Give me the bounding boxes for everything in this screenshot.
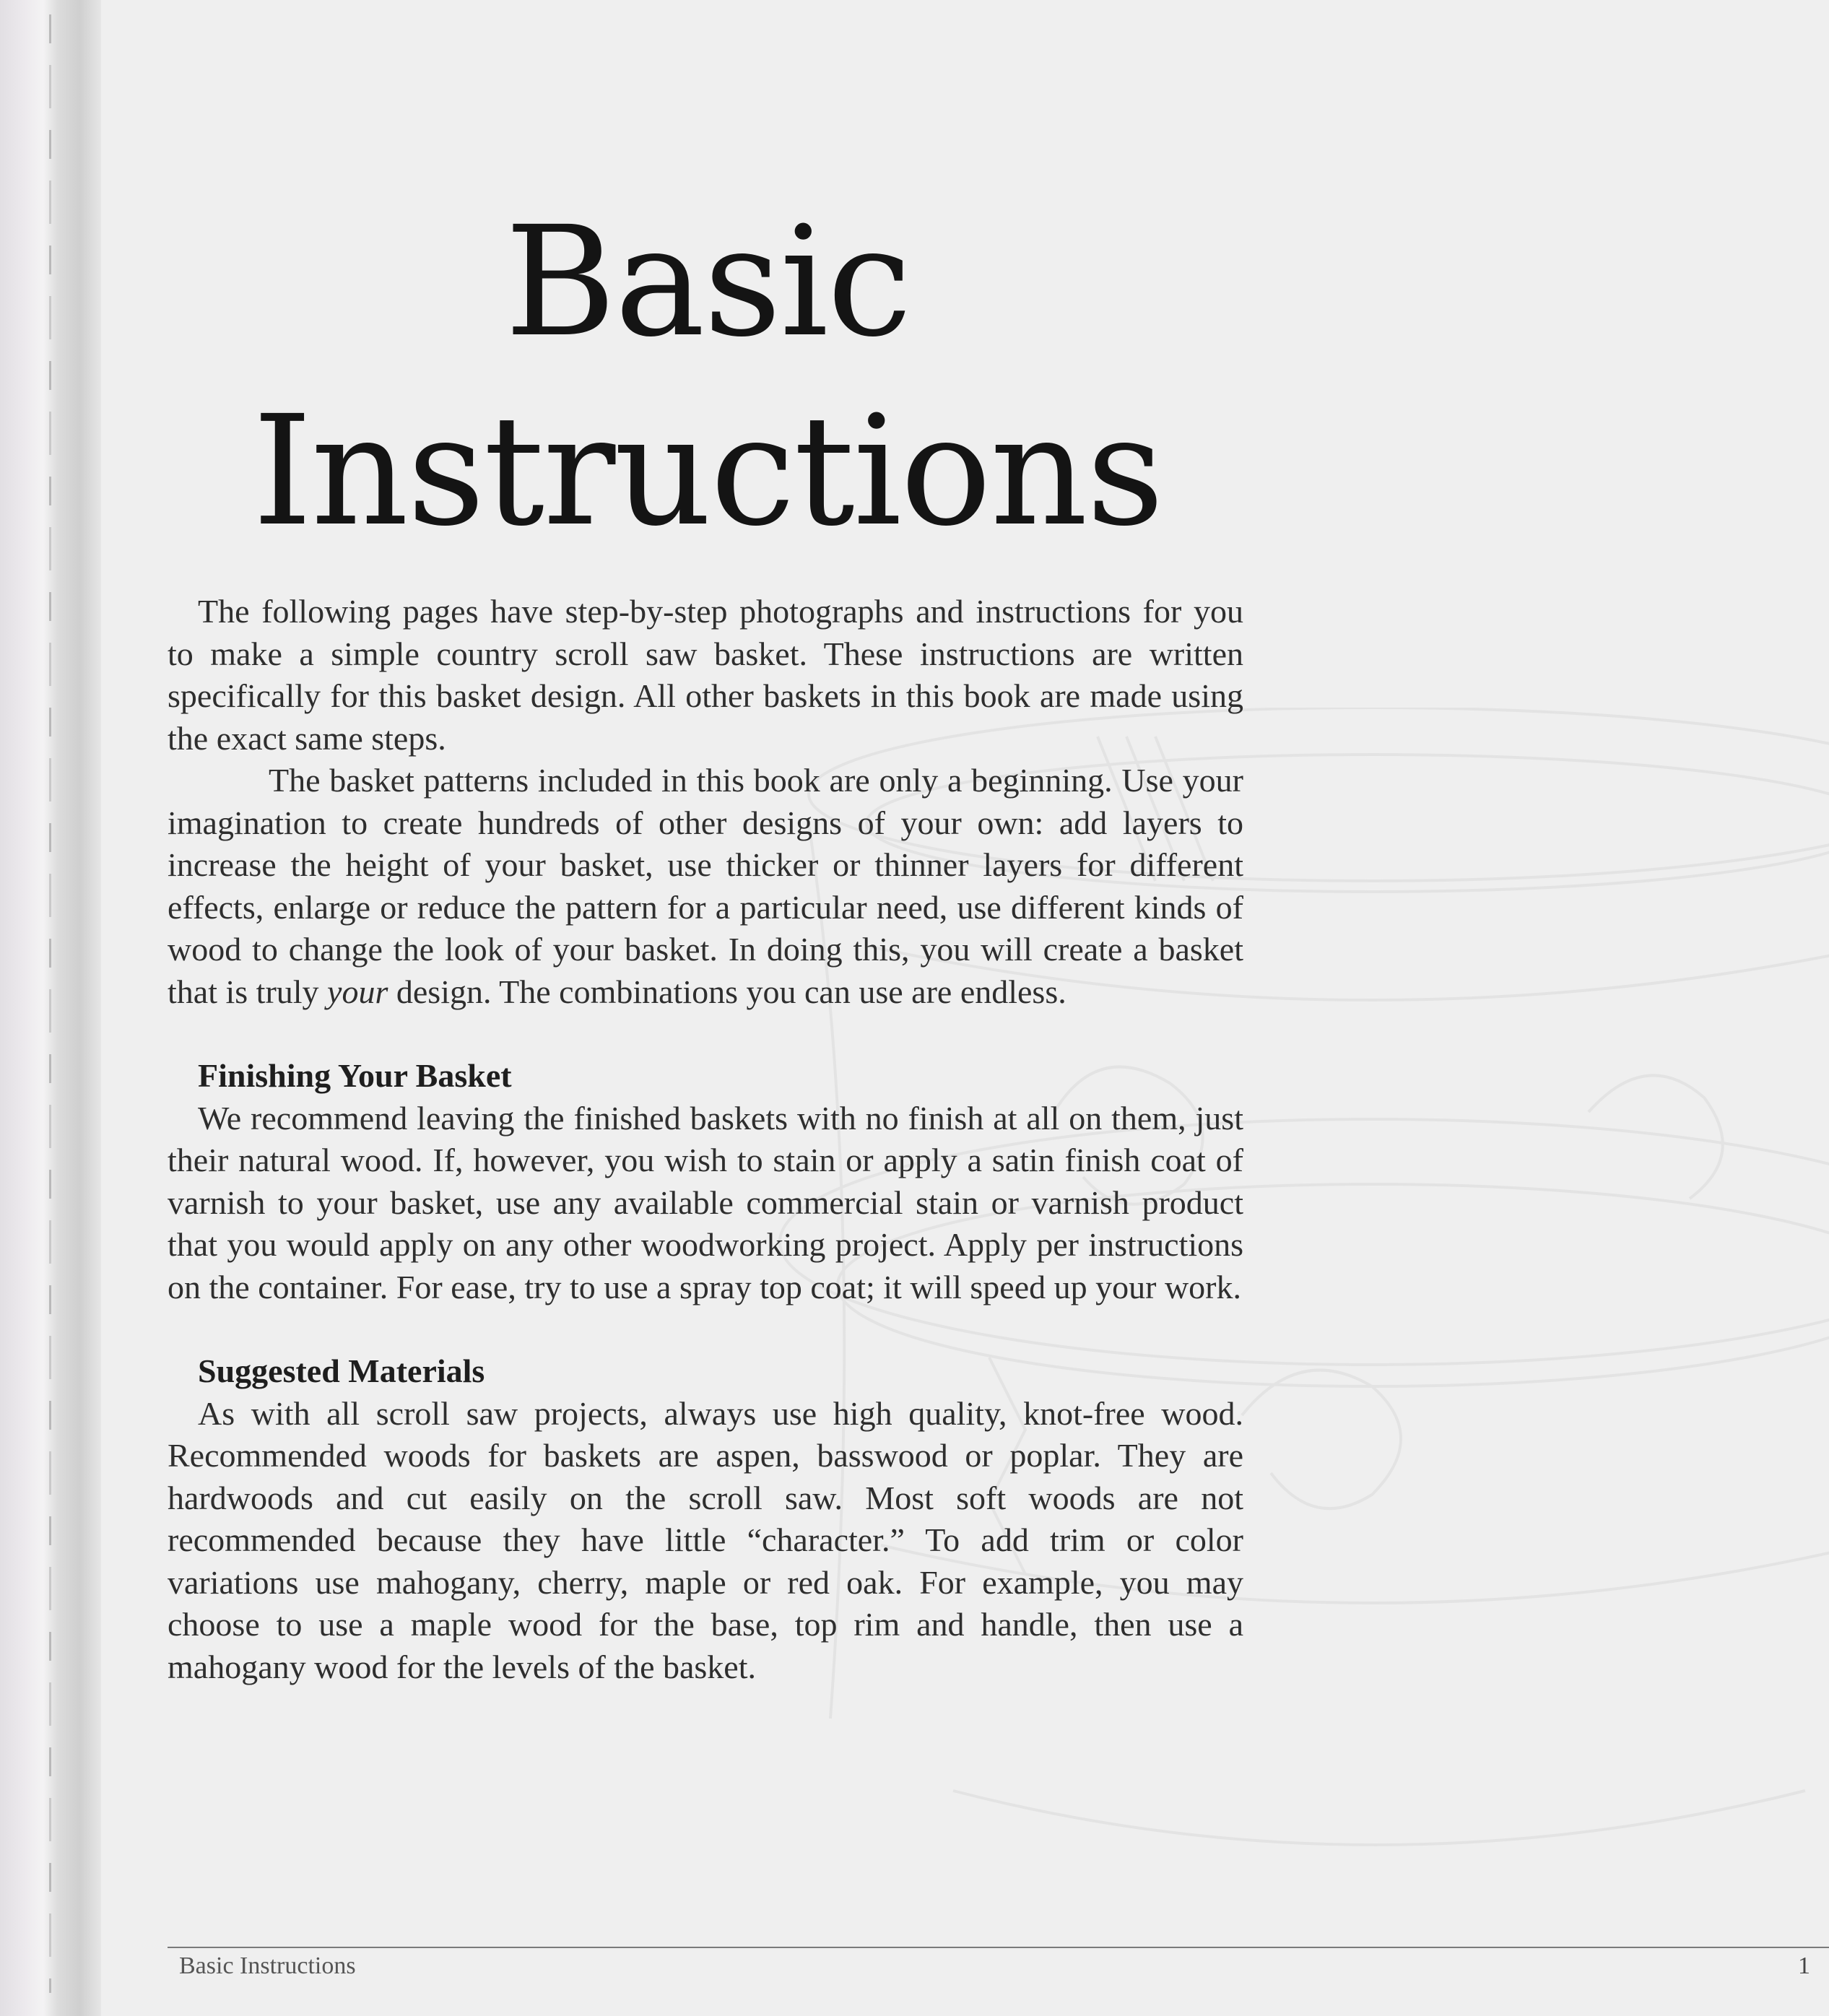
finishing-heading: Finishing Your Basket (198, 1057, 512, 1094)
section-spacer (168, 1308, 1243, 1350)
title-line-1: Basic (504, 194, 911, 370)
page-number: 1 (1798, 1952, 1810, 1979)
materials-paragraph: As with all scroll saw projects, always use high quality, knot-free wood. Recommended woods for baskets are aspen, basswood or poplar. They are hardwoods and cut easily on the scroll saw. Most soft woods are not recommended because they have little “character.” To add trim or color variations use mahogany, cherry, maple or red oak. For example, you may choose to use a maple wood for the base, top rim and handle, then use a mahogany wood for the levels of the basket. (168, 1394, 1243, 1685)
section-spacer (168, 1013, 1243, 1055)
page-title (0, 188, 1415, 566)
title-line-2: Instructions (252, 383, 1163, 560)
intro-paragraph-2-start: The basket patterns included in this book are only a beginning. Use your imagination to create hundreds of other designs of your own: add layers to increase the height of your basket, use thicker or thinner layers for different effects, enlarge or reduce the pattern for a particular need, use different kinds of wood to change the look of your basket. In doing this, you will create a basket that is truly (168, 762, 1243, 1010)
materials-heading: Suggested Materials (198, 1352, 485, 1389)
intro-paragraph-1: The following pages have step-by-step photographs and instructions for you to make a simple country scroll saw basket. These instructions are written specifically for this basket design. All other baskets in this book are made using the exact same steps. (168, 593, 1243, 757)
emphasis-word: your (327, 973, 388, 1010)
body-text (168, 591, 1243, 1688)
intro-paragraph-2 (168, 760, 1243, 1013)
intro-paragraph-2-end: design. The combinations you can use are endless. (388, 973, 1066, 1010)
running-footer: Basic Instructions (179, 1952, 356, 1979)
footer-rule (168, 1947, 1829, 1948)
finishing-paragraph: We recommend leaving the finished baskets with no finish at all on them, just their natural wood. If, however, you wish to stain or apply a satin finish coat of varnish to your basket, use any available commercial stain or varnish product that you would apply on any other woodworking project. Apply per instructions on the container. For ease, try to use a spray top coat; it will speed up your work. (168, 1099, 1243, 1305)
